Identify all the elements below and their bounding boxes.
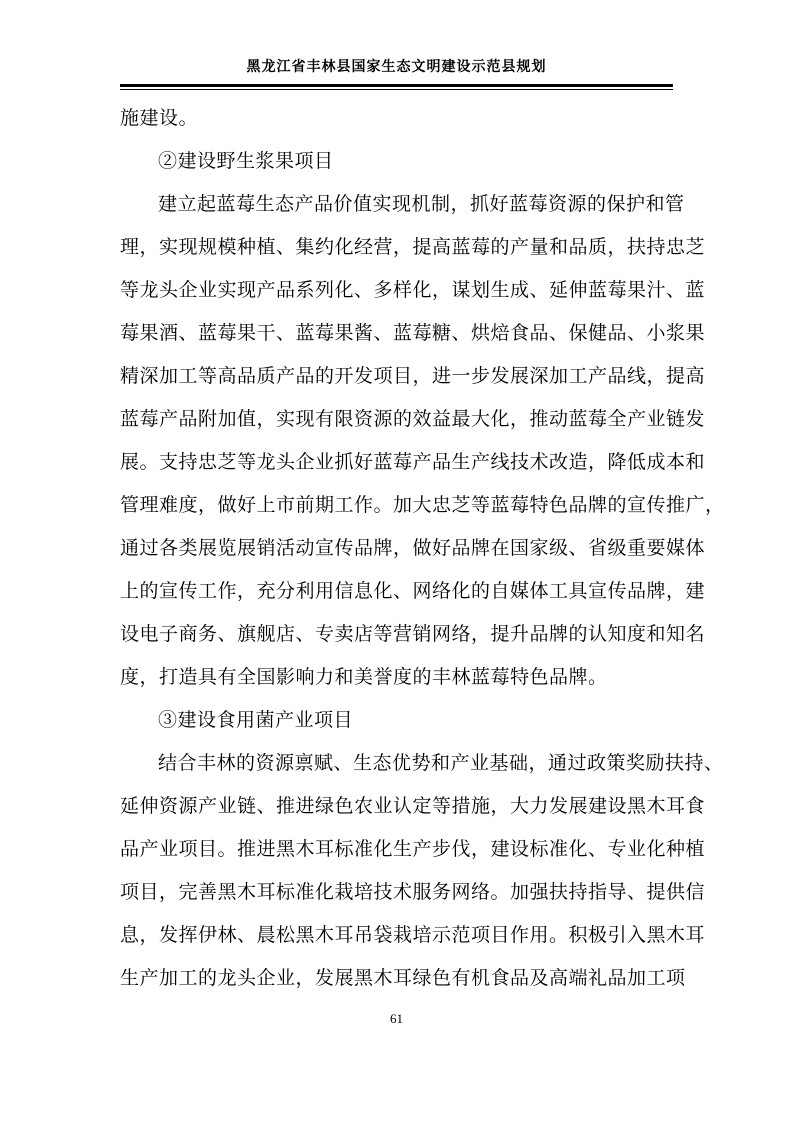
- text-line: 项目，完善黑木耳标准化栽培技术服务网络。加强扶持指导、提供信: [120, 881, 706, 903]
- text-line: 管理难度，做好上市前期工作。加大忠芝等蓝莓特色品牌的宣传推广，: [120, 494, 725, 516]
- text-line: 蓝莓产品附加值，实现有限资源的效益最大化，推动蓝莓全产业链发: [120, 408, 706, 430]
- page-number: 61: [390, 1011, 403, 1026]
- text-line: 生产加工的龙头企业，发展黑木耳绿色有机食品及高端礼品加工项: [120, 967, 686, 989]
- section-heading: ②建设野生浆果项目: [158, 150, 334, 172]
- text-line: 展。支持忠芝等龙头企业抓好蓝莓产品生产线技术改造，降低成本和: [120, 451, 706, 473]
- section-heading: ③建设食用菌产业项目: [158, 709, 354, 731]
- text-line: 度，打造具有全国影响力和美誉度的丰林蓝莓特色品牌。: [120, 666, 608, 688]
- header-rule-thick: [120, 84, 673, 87]
- text-line: 息，发挥伊林、晨松黑木耳吊袋栽培示范项目作用。积极引入黑木耳: [120, 924, 706, 946]
- text-line: 理，实现规模种植、集约化经营，提高蓝莓的产量和品质，扶持忠芝: [120, 236, 706, 258]
- text-line: 莓果酒、蓝莓果干、蓝莓果酱、蓝莓糖、烘焙食品、保健品、小浆果: [120, 322, 706, 344]
- text-line: 通过各类展览展销活动宣传品牌，做好品牌在国家级、省级重要媒体: [120, 537, 706, 559]
- header-rule-thin: [120, 89, 673, 90]
- text-line: 品产业项目。推进黑木耳标准化生产步伐，建设标准化、专业化种植: [120, 838, 706, 860]
- text-line: 上的宣传工作，充分利用信息化、网络化的自媒体工具宣传品牌，建: [120, 580, 706, 602]
- text-line: 等龙头企业实现产品系列化、多样化，谋划生成、延伸蓝莓果汁、蓝: [120, 279, 706, 301]
- text-line: 施建设。: [120, 107, 199, 129]
- text-line: 设电子商务、旗舰店、专卖店等营销网络，提升品牌的认知度和知名: [120, 623, 706, 645]
- text-line: 建立起蓝莓生态产品价值实现机制，抓好蓝莓资源的保护和管: [158, 193, 685, 215]
- page-header-title: 黑龙江省丰林县国家生态文明建设示范县规划: [246, 59, 547, 75]
- text-line: 结合丰林的资源禀赋、生态优势和产业基础，通过政策奖励扶持、: [158, 752, 724, 774]
- text-line: 延伸资源产业链、推进绿色农业认定等措施，大力发展建设黑木耳食: [120, 795, 706, 817]
- text-line: 精深加工等高品质产品的开发项目，进一步发展深加工产品线，提高: [120, 365, 706, 387]
